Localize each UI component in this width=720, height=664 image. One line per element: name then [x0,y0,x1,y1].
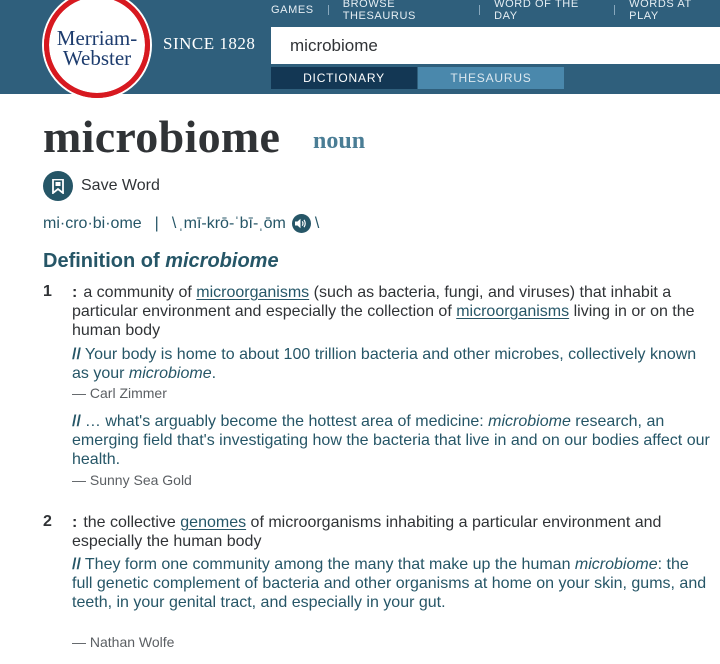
definition-colon: : [72,514,78,531]
speaker-icon[interactable] [292,214,311,233]
nav-browse-thesaurus[interactable]: BROWSE THESAURUS [342,0,416,22]
example-attribution: — Sunny Sea Gold [72,472,192,488]
definition-heading-prefix: Definition of [43,250,166,272]
example-text: : the full genetic complement of bacteria and other organisms at home on your skin, gums, and teeth, in your genital tract, and especially in your gut. [72,556,707,611]
tab-thesaurus[interactable]: THESAURUS [418,67,564,89]
top-nav [271,0,720,22]
example-sentence [72,555,712,612]
example-sentence [72,345,712,383]
nav-words-at-play[interactable]: WORDS AT PLAY [629,0,692,22]
tab-dictionary[interactable]: DICTIONARY [271,67,417,89]
definition-colon: : [72,284,78,301]
definition-text: (such as bacteria, fungi, and viruses) that inhabit a particular environment and especially the collection of [72,284,672,320]
save-word-label: Save Word [81,177,160,194]
pronunciation-separator: | [154,214,159,232]
pronunciation-text: ˌmī-krō-ˈbī-ˌōm [178,214,286,232]
part-of-speech[interactable]: noun [313,128,366,154]
example-sentence [72,412,712,469]
sense-number: 2 [43,513,52,530]
definition-text: the collective [83,514,181,531]
sense-number: 1 [43,283,52,300]
bookmark-icon[interactable] [43,171,73,201]
pronunciation-close-slash: \ [314,214,320,232]
example-text: Your body is home to about 100 trillion bacteria and other microbes, collectively known as your [72,346,697,382]
search-box[interactable] [271,27,720,64]
nav-games[interactable]: GAMES [271,4,314,16]
example-text: research, an emerging field that's investigating how the bacteria that live in and on our bodies affect our health. [72,413,710,468]
nav-divider [479,5,480,15]
since-1828-tagline: SINCE 1828 [163,34,256,53]
example-headword: microbiome [574,556,658,573]
example-slashes: // [72,346,81,363]
pronunciation-open-slash: \ [171,214,177,232]
definition-text: of microorganisms inhabiting a particular environment and especially the human body [72,514,662,550]
example-text: … what's arguably become the hottest area of medicine: [84,413,489,430]
logo-text-line2: Webster [62,46,132,70]
example-text: . [211,365,217,382]
definition-text: a community of [83,284,197,301]
sense-definition-text [72,513,712,551]
nav-divider [614,5,615,15]
definition-text: living in or on the human body [72,303,695,339]
headword: microbiome [43,111,281,162]
example-attribution: — Carl Zimmer [72,385,167,401]
example-headword: microbiome [488,413,571,430]
definition-heading [43,250,279,273]
example-slashes: // [72,413,81,430]
save-word-button[interactable] [43,171,160,201]
nav-divider [328,5,329,15]
example-text: They form one community among the many that make up the human [84,556,575,573]
pronunciation-row [43,214,319,233]
sense-definition-text [72,283,712,340]
link-microorganisms[interactable]: microorganisms [456,303,570,320]
search-input[interactable] [290,36,690,56]
example-attribution: — Nathan Wolfe [72,634,175,650]
syllabification: mi·cro·bi·ome [43,214,142,232]
link-genomes[interactable]: genomes [180,514,247,531]
definition-heading-word: microbiome [165,250,279,272]
example-headword: microbiome [128,365,212,382]
link-microorganisms[interactable]: microorganisms [196,284,310,301]
nav-word-of-the-day[interactable]: WORD OF THE DAY [494,0,579,22]
example-slashes: // [72,556,81,573]
logo-text-line1: Merriam- [56,26,138,50]
